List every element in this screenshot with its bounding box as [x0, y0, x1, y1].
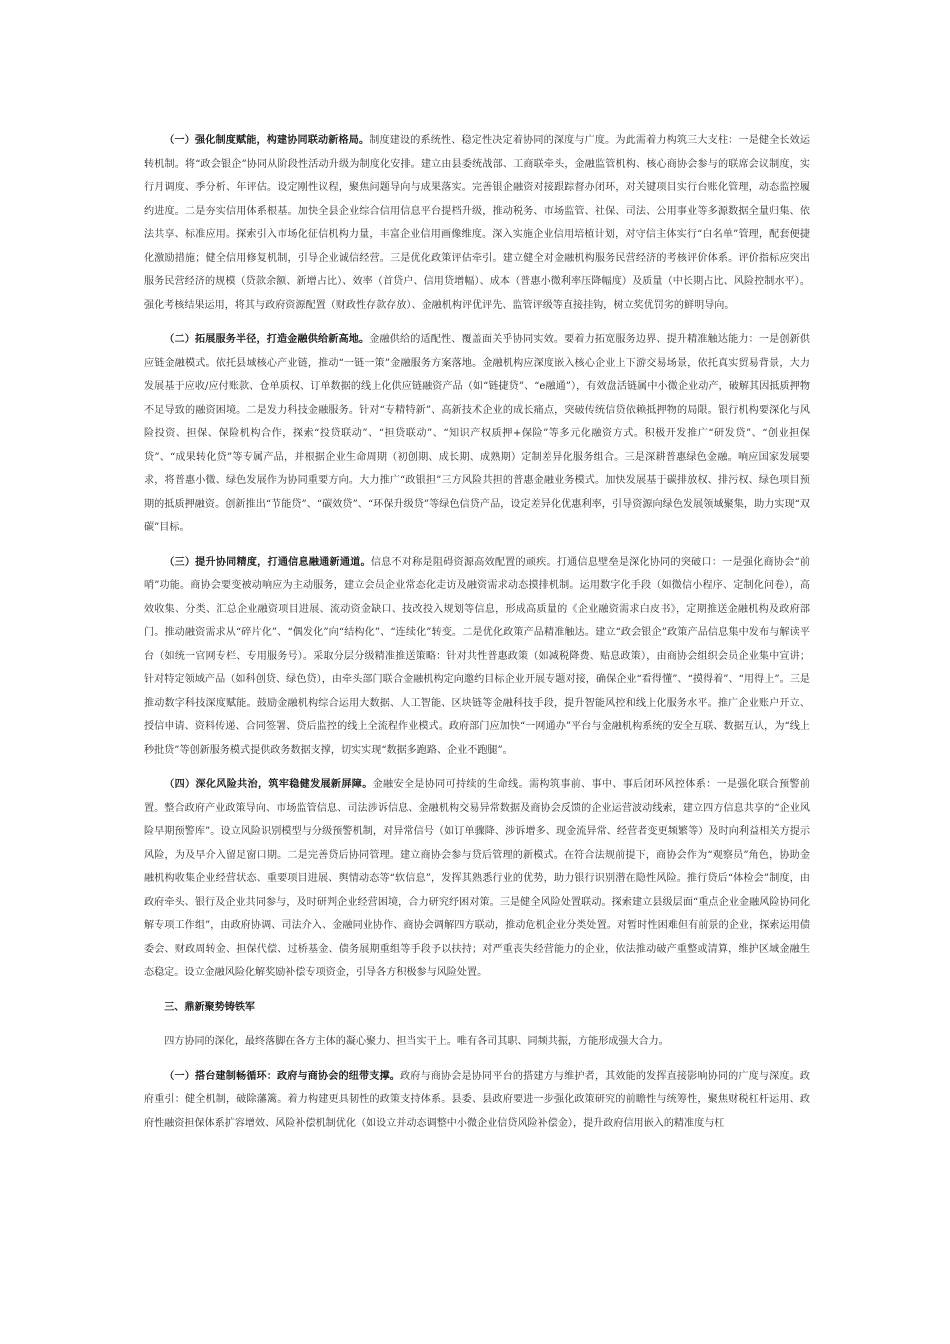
paragraph-lead: （一）强化制度赋能，构建协同联动新格局。: [164, 135, 370, 146]
paragraph-text: 政府与商协会是协同平台的搭建方与维护者，其效能的发挥直接影响协同的广度与深度。政府重引：健全机制，破除藩篱。着力构建更具韧性的政策支持体系。县委、县政府要进一步强化政策研究的前瞻性与统筹性，聚焦财税杠杆运用、政府性融资担保体系扩容增效、风险补偿机制优化（如设立并动态调整中小微企业信贷风险补偿金），提升政府信用嵌入的精准度与杠: [144, 1070, 811, 1129]
paragraph-platform: [144, 1065, 810, 1136]
document-body: [144, 129, 810, 1146]
paragraph-lead: （四）深化风险共治，筑牢稳健发展新屏障。: [164, 779, 373, 790]
paragraph-lead: （三）提升协同精度，打通信息融通新通道。: [164, 556, 371, 568]
paragraph-text: 制度建设的系统性、稳定性决定着协同的深度与广度。为此需着力构筑三大支柱：一是健全长效运转机制。将“政会银企”协同从阶段性活动升级为制度化安排。建立由县委统战部、工商联牵头，金融监管机构、核心商协会参与的联席会议制度，实行月调度、季分析、年评估。设定刚性议程，聚焦问题导向与成果落实。完善银企融资对接跟踪督办闭环，对关键项目实行台账化管理，动态监控履约进度。二是夯实信用体系根基。加快全县企业综合信用信息平台提档升级，推动税务、市场监管、社保、司法、公用事业等多源数据全量归集、依法共享、标准应用。探索引入市场化征信机构力量，丰富企业信用画像维度。深入实施企业信用培植计划，对守信主体实行“白名单”管理，配套便捷化激励措施；健全信用修复机制，引导企业诚信经营。三是优化政策评估牵引。建立健全对金融机构服务民营经济的考核评价体系。评价指标应突出服务民营经济的规模（贷款余额、新增占比）、效率（首贷户、信用贷增幅）、成本（普惠小微利率压降幅度）及质量（中长期占比、风险控制水平）。强化考核结果运用，将其与政府资源配置（财政性存款存放）、金融机构评优评先、监管评级等直接挂钩，树立奖优罚劣的鲜明导向。: [144, 135, 811, 311]
section-heading: 三、鼎新聚势铸铁军: [164, 1001, 256, 1013]
paragraph-text: 金融安全是协同可持续的生命线。需构筑事前、事中、事后闭环风控体系：一是强化联合预警前置。整合政府产业政策导向、市场监管信息、司法涉诉信息、金融机构交易异常数据及商协会反馈的企业运营波动线索，建立四方信息共享的“企业风险早期预警库”。设立风险识别模型与分级预警机制，对异常信号（如订单骤降、涉诉增多、现金流异常、经营者变更频繁等）及时向利益相关方提示风险，为及早介入留足窗口期。二是完善贷后协同管理。建立商协会参与贷后管理的新模式。在符合法规前提下，商协会作为“观察员”角色，协助金融机构收集企业经营状态、重要项目进展、舆情动态等“软信息”，发挥其熟悉行业的优势，助力银行识别潜在隐性风险。推行贷后“体检会”制度，由政府牵头、银行及企业共同参与，及时研判企业经营困境，合力研究纾困对策。三是健全风险处置联动。探索建立县级层面“重点企业金融风险协同化解专项工作组”，由政府协调、司法介入、金融同业协作、商协会调解四方联动，推动危机企业分类处置。对暂时性困难但有前景的企业，探索运用债委会、财政周转金、担保代偿、过桥基金、债务展期重组等手段予以扶持；对严重丧失经营能力的企业，依法推动破产重整或清算，维护区域金融生态稳定。设立金融风险化解奖励补偿专项资金，引导各方积极参与风险处置。: [144, 779, 811, 978]
paragraph-text: 信息不对称是阻碍资源高效配置的顽疾。打通信息壁垒是深化协同的突破口：一是强化商协会“前哨”功能。商协会要变被动响应为主动服务，建立会员企业常态化走访及融资需求动态摸排机制。运用数字化手段（如微信小程序、定制化问卷），高效收集、分类、汇总企业融资项目进展、流动资金缺口、技改投入规划等信息，形成高质量的《企业融资需求白皮书》，定期推送金融机构及政府部门。推动融资需求从“碎片化”、“偶发化”向“结构化”、“连续化”转变。二是优化政策产品精准触达。建立“政会银企”政策产品信息集中发布与解读平台（如统一官网专栏、专用服务号）。采取分层分级精准推送策略：针对共性普惠政策（如减税降费、贴息政策），由商协会组织会员企业集中宣讲；针对特定领域产品（如科创贷、绿色贷），由牵头部门联合金融机构定向邀约目标企业开展专题对接，确保企业“看得懂”、“摸得着”、“用得上”。三是推动数字科技深度赋能。鼓励金融机构综合运用大数据、人工智能、区块链等金融科技手段，提升智能风控和线上化服务水平。推广企业账户开立、授信申请、资料传递、合同签署、贷后监控的线上全流程作业模式。政府部门应加快“一网通办”平台与金融机构系统的安全互联、数据互认，为“线上秒批贷”等创新服务模式提供政务数据支撑，切实实现“数据多跑路、企业不跑腿”。: [144, 556, 810, 756]
paragraph-risk: [144, 773, 810, 985]
paragraph-text: 金融供给的适配性、覆盖面关乎协同实效。要着力拓宽服务边界、提升精准触达能力：一是创新供应链金融模式。依托县域核心产业链，推动“一链一策”金融服务方案落地。金融机构应深度嵌入核心企业上下游交易场景，依托真实贸易背景，大力发展基于应收/应付账款、仓单质权、订单数据的线上化供应链融资产品（如“链捷贷”、“e融通”），有效盘活链属中小微企业动产，破解其因抵质押物不足导致的融资困境。二是发力科技金融服务。针对“专精特新”、高新技术企业的成长痛点，突破传统信贷依赖抵押物的局限。银行机构要深化与风险投资、担保、保险机构合作，探索“投贷联动”、“担贷联动”、“知识产权质押+保险”等多元化融资方式。积极开发推广“研发贷”、“创业担保贷”、“成果转化贷”等专属产品，并根据企业生命周期（初创期、成长期、成熟期）定制差异化服务组合。三是深耕普惠绿色金融。响应国家发展要求，将普惠小微、绿色发展作为协同重要方向。大力推广“政银担”三方风险共担的普惠金融业务模式。加快发展基于碳排放权、排污权、绿色项目预期的抵质押融资。创新推出“节能贷”、“碳效贷”、“环保升级贷”等绿色信贷产品，设定差异化优惠利率，引导资源向绿色发展领域聚集，助力实现“双碳”目标。: [144, 334, 811, 533]
paragraph-information: [144, 551, 810, 763]
paragraph-service: [144, 328, 810, 540]
paragraph-lead: （二）拓展服务半径，打造金融供给新高地。: [164, 334, 370, 345]
paragraph-institution: [144, 129, 810, 317]
paragraph-intro: 四方协同的深化，最终落脚在各方主体的凝心聚力、担当实干上。唯有各司其职、同频共振，方能形成强大合力。: [164, 1036, 669, 1047]
paragraph-lead: （一）搭台建制畅循环：政府与商协会的纽带支撑。: [164, 1070, 401, 1082]
